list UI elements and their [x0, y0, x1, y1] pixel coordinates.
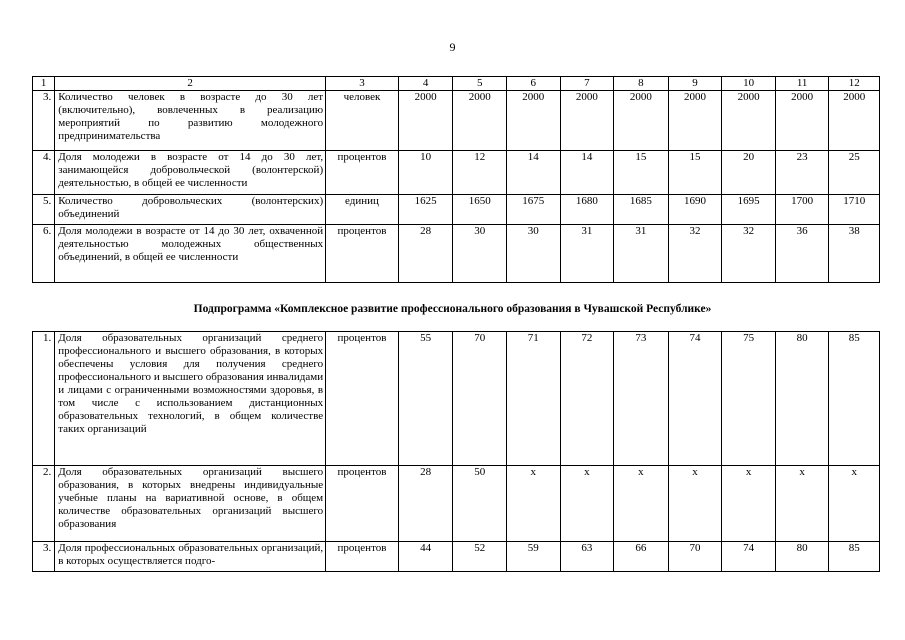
value: 1685 [614, 195, 669, 225]
column-number: 10 [722, 77, 776, 91]
unit: процентов [326, 466, 399, 542]
column-number: 12 [829, 77, 880, 91]
row-number: 5. [33, 195, 55, 225]
value: 2000 [453, 91, 507, 151]
value: 75 [722, 332, 776, 466]
row-number: 4. [33, 151, 55, 195]
indicators-table-bottom [32, 331, 880, 572]
value: 80 [775, 332, 829, 466]
value: x [614, 466, 669, 542]
indicator-name: Доля профессиональных образовательных организаций, в которых осуществляется подго- [55, 542, 326, 572]
row-number: 1. [33, 332, 55, 466]
value: 32 [722, 225, 776, 283]
unit: человек [326, 91, 399, 151]
value: 50 [453, 466, 507, 542]
column-number: 11 [775, 77, 829, 91]
table-row [33, 542, 880, 572]
value: 63 [560, 542, 614, 572]
value: 20 [722, 151, 776, 195]
value: 30 [453, 225, 507, 283]
page-number: 9 [449, 40, 456, 54]
value: 70 [453, 332, 507, 466]
table-row [33, 225, 880, 283]
value: x [722, 466, 776, 542]
value: 72 [560, 332, 614, 466]
value: 28 [398, 466, 453, 542]
value: 44 [398, 542, 453, 572]
value: 71 [507, 332, 561, 466]
value: 66 [614, 542, 669, 572]
row-number: 3. [33, 542, 55, 572]
column-number: 5 [453, 77, 507, 91]
value: 2000 [722, 91, 776, 151]
value: 1690 [668, 195, 722, 225]
indicator-name: Доля образовательных организаций среднего профессионального и высшего образования, в которых обеспечены условия для получения среднего профессионального и высшего образования инвалидами и лицами с ограниченными возможностями здоровья, в том числе с использованием дистанционных образовательных технологий, в общем количестве таких организаций [55, 332, 326, 466]
column-number-row [33, 77, 880, 91]
value: 30 [507, 225, 561, 283]
column-number: 8 [614, 77, 669, 91]
value: 52 [453, 542, 507, 572]
column-number: 2 [55, 77, 326, 91]
value: 38 [829, 225, 880, 283]
indicator-name: Доля образовательных организаций высшего образования, в которых внедрены индивидуальные учебные планы на вариативной основе, в общем количестве образовательных организаций высшего образования [55, 466, 326, 542]
row-number: 2. [33, 466, 55, 542]
value: 14 [560, 151, 614, 195]
column-number: 4 [398, 77, 453, 91]
value: 31 [560, 225, 614, 283]
value: x [829, 466, 880, 542]
column-number: 1 [33, 77, 55, 91]
table-row [33, 91, 880, 151]
column-number: 6 [507, 77, 561, 91]
value: 70 [668, 542, 722, 572]
value: 2000 [775, 91, 829, 151]
value: 85 [829, 542, 880, 572]
value: 23 [775, 151, 829, 195]
value: 55 [398, 332, 453, 466]
unit: единиц [326, 195, 399, 225]
value: 2000 [560, 91, 614, 151]
value: 2000 [668, 91, 722, 151]
value: 85 [829, 332, 880, 466]
value: 36 [775, 225, 829, 283]
indicator-name: Количество человек в возрасте до 30 лет (включительно), вовлеченных в реализацию мероприятий по развитию молодежного предпринимательства [55, 91, 326, 151]
value: 14 [507, 151, 561, 195]
value: 28 [398, 225, 453, 283]
value: 1700 [775, 195, 829, 225]
unit: процентов [326, 332, 399, 466]
value: 1680 [560, 195, 614, 225]
value: 74 [722, 542, 776, 572]
value: x [560, 466, 614, 542]
column-number: 3 [326, 77, 399, 91]
column-number: 9 [668, 77, 722, 91]
value: 1710 [829, 195, 880, 225]
value: x [507, 466, 561, 542]
value: 12 [453, 151, 507, 195]
value: 25 [829, 151, 880, 195]
value: 2000 [614, 91, 669, 151]
value: 74 [668, 332, 722, 466]
value: 2000 [398, 91, 453, 151]
table-row [33, 195, 880, 225]
indicator-name: Доля молодежи в возрасте от 14 до 30 лет, охваченной деятельностью молодежных общественных объединений, в общей ее численности [55, 225, 326, 283]
value: 31 [614, 225, 669, 283]
value: 15 [614, 151, 669, 195]
table-row [33, 466, 880, 542]
value: x [775, 466, 829, 542]
value: 59 [507, 542, 561, 572]
subprogram-title: Подпрограмма «Комплексное развитие профессионального образования в Чувашской Республике» [193, 303, 712, 315]
value: 15 [668, 151, 722, 195]
value: 1675 [507, 195, 561, 225]
value: 2000 [829, 91, 880, 151]
row-number: 3. [33, 91, 55, 151]
table-row [33, 332, 880, 466]
column-number: 7 [560, 77, 614, 91]
value: 2000 [507, 91, 561, 151]
value: x [668, 466, 722, 542]
value: 80 [775, 542, 829, 572]
unit: процентов [326, 151, 399, 195]
row-number: 6. [33, 225, 55, 283]
indicator-name: Количество добровольческих (волонтерских) объединений [55, 195, 326, 225]
unit: процентов [326, 542, 399, 572]
value: 32 [668, 225, 722, 283]
value: 10 [398, 151, 453, 195]
value: 1650 [453, 195, 507, 225]
indicator-name: Доля молодежи в возрасте от 14 до 30 лет, занимающейся добровольческой (волонтерской) деятельностью, в общей ее численности [55, 151, 326, 195]
value: 1625 [398, 195, 453, 225]
value: 73 [614, 332, 669, 466]
table-row [33, 151, 880, 195]
value: 1695 [722, 195, 776, 225]
indicators-table-top [32, 76, 880, 283]
unit: процентов [326, 225, 399, 283]
